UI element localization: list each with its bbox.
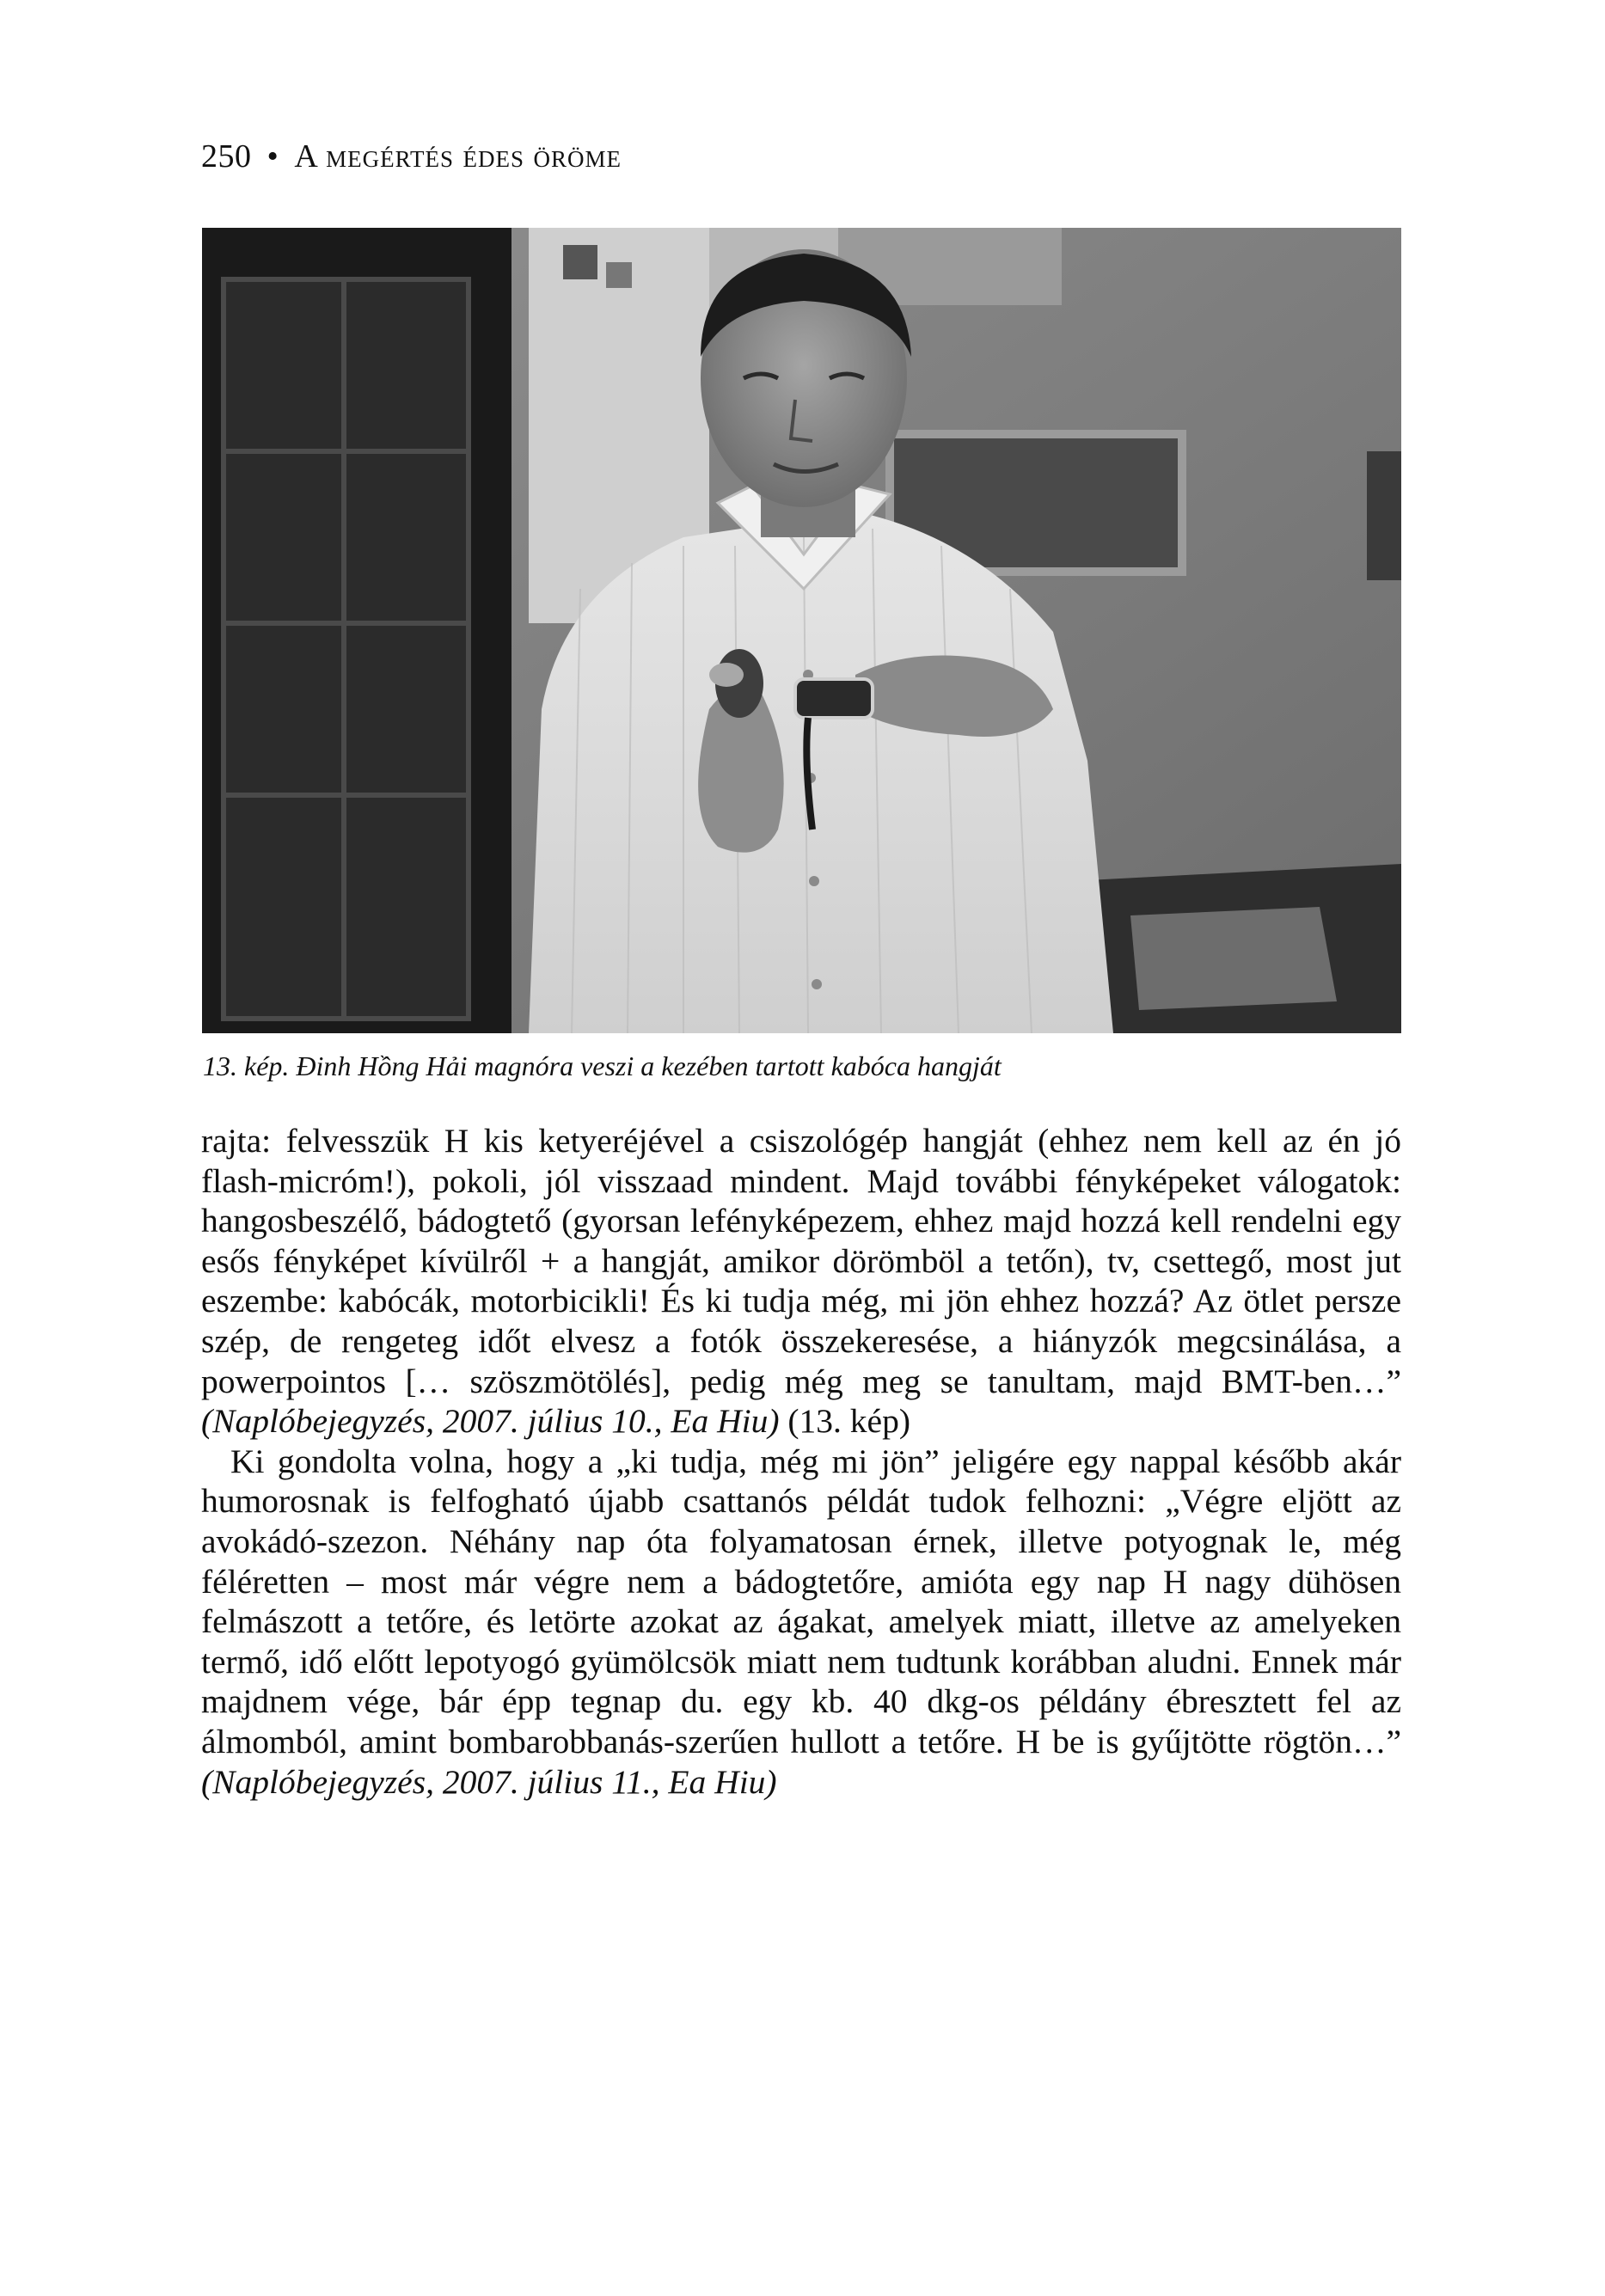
- header-separator: •: [266, 138, 279, 174]
- citation: (Naplóbejegyzés, 2007. július 10., Ea Hiu): [201, 1402, 780, 1441]
- paragraph-text: rajta: felvesszük H kis ketyeréjével a csiszológép hangját (ehhez nem kell az én jó flash-micróm!), pokoli, jól visszaad mindent. Majd további fényképeket válogatok: hangosbeszélő, bádogtető (gyorsan lefényképezem, ehhez majd hozzá kell rendelni egy esős fényképet kívülről + a hangját, amikor dörömböl a tetőn), tv, csettegő, most jut eszembe: kabócák, motorbicikli! És ki tudja még, mi jön ehhez hozzá? Az ötlet persze szép, de rengeteg időt elvesz a fotók összekeresése, a hiányzók megcsinálása, a powerpointos [… szöszmötölés], pedig még meg se tanultam, majd BMT-ben…”: [201, 1122, 1401, 1400]
- body-text: [201, 1121, 1401, 1802]
- paragraph-text: Ki gondolta volna, hogy a „ki tudja, még mi jön” jeligére egy nappal később akár humorosnak is felfogható újabb csattanós példát tudok felhozni: „Végre eljött az avokádó-szezon. Néhány nap óta folyamatosan érnek, illetve potyognak le, még féléretten – most már végre nem a bádogtetőre, amióta egy nap H nagy dühösen felmászott a tetőre, és letörte azokat az ágakat, amelyek miatt, illetve az amelyeken termő, idő előtt lepotyogó gyümölcsök miatt nem tudtunk korábban aludni. Ennek már majdnem vége, bár épp tegnap du. egy kb. 40 dkg-os példány ébresztett fel az álmomból, amint bombarobbanás-szerűen hullott a tetőre. H be is gyűjtötte rögtön…”: [201, 1442, 1401, 1760]
- paragraph: [201, 1442, 1401, 1802]
- photograph: [202, 228, 1401, 1033]
- citation: (Naplóbejegyzés, 2007. július 11., Ea Hiu): [201, 1762, 777, 1801]
- book-title: A megértés édes öröme: [294, 138, 622, 174]
- paragraph: [201, 1121, 1401, 1442]
- figure-caption: 13. kép. Đinh Hồng Hải magnóra veszi a kezében tartott kabóca hangját: [203, 1050, 1002, 1081]
- page-number: 250: [201, 138, 252, 174]
- running-head: [201, 138, 622, 175]
- figure-reference: (13. kép): [787, 1402, 910, 1441]
